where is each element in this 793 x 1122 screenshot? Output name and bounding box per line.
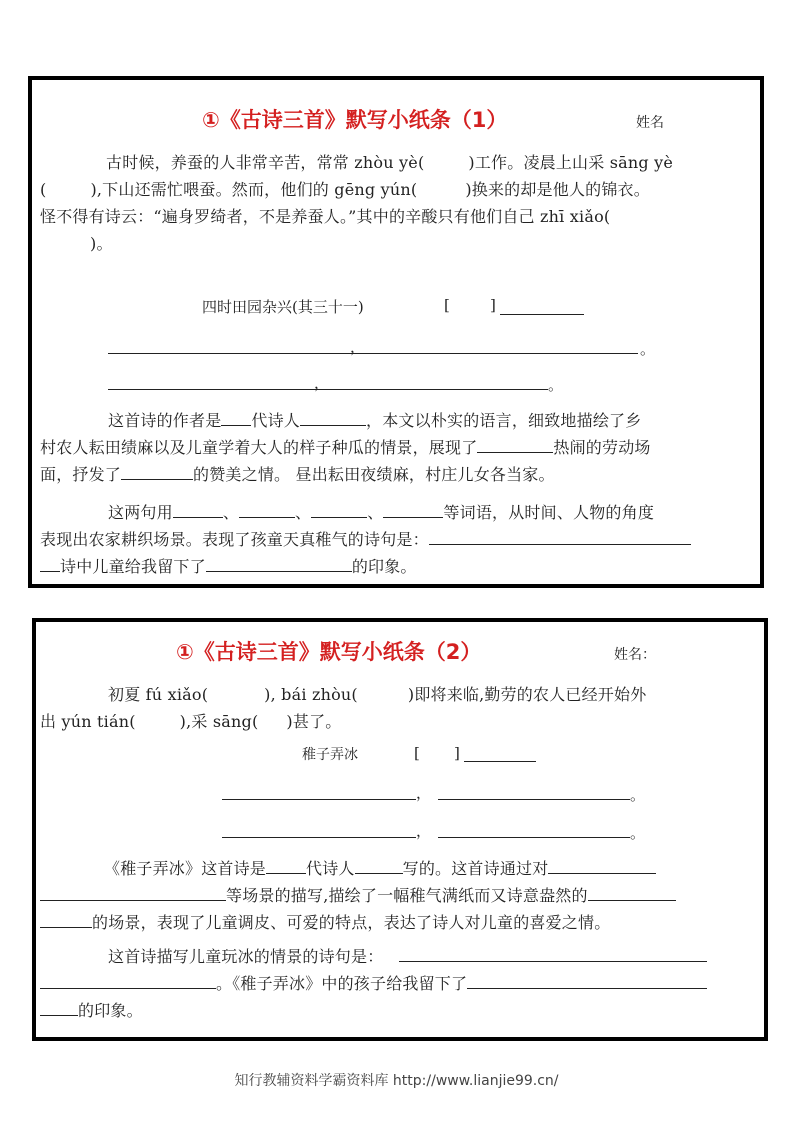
bracket-close: ]: [490, 296, 496, 314]
poem-title: 稚子弄冰: [302, 747, 358, 763]
intro-text: )即将来临,勤劳的农人已经开始外: [407, 685, 647, 704]
question-text: 诗中儿童给我留下了: [60, 557, 206, 576]
question-1-line-1: [104, 856, 656, 882]
question-text: 等场景的描写,描绘了一幅稚气满纸而又诗意盎然的: [226, 886, 588, 905]
intro-text: )换来的却是他人的锦衣。: [465, 180, 650, 199]
answer-blank[interactable]: [266, 857, 306, 874]
answer-blank[interactable]: [221, 409, 251, 426]
intro-line-2: [40, 709, 341, 735]
question-text: 代诗人: [306, 859, 355, 878]
intro-text: 出 yún tián(: [40, 712, 136, 731]
dictation-card-1: [28, 76, 764, 588]
author-blank[interactable]: [500, 314, 584, 315]
question-text: 这首诗描写儿童玩冰的情景的诗句是：: [108, 947, 384, 966]
question-text: 。《稚子弄冰》中的孩子给我留下了: [216, 974, 468, 993]
separator: 、: [367, 503, 384, 522]
question-text: 等词语，从时间、人物的角度: [443, 503, 655, 522]
period: 。: [630, 824, 646, 842]
question-text: 表现出农家耕织场景。表现了孩童天真稚气的诗句是：: [40, 530, 429, 549]
question-1-line-2: [40, 883, 676, 909]
intro-line-1: [106, 150, 673, 176]
intro-line-4: )。: [90, 234, 113, 253]
answer-blank[interactable]: [206, 555, 352, 572]
intro-text: ), bái zhòu(: [264, 685, 358, 704]
answer-blank[interactable]: [588, 884, 676, 901]
answer-blank[interactable]: [239, 501, 295, 518]
author-blank[interactable]: [464, 761, 536, 762]
intro-text: (: [40, 180, 47, 199]
answer-blank[interactable]: [467, 972, 707, 989]
comma: ，: [416, 822, 432, 840]
separator: 、: [222, 503, 240, 522]
poem-line-1-blank[interactable]: [108, 353, 638, 354]
question-text: 的场景，表现了儿童调皮、可爱的特点，表达了诗人对儿童的喜爱之情。: [92, 913, 611, 932]
intro-line-1: [108, 682, 646, 708]
answer-blank[interactable]: [311, 501, 367, 518]
name-label: 姓名：: [614, 647, 656, 663]
answer-blank[interactable]: [355, 857, 403, 874]
question-text: 村农人耘田绩麻以及儿童学着大人的样子种瓜的情景，展现了: [40, 438, 478, 457]
question-text: 《稚子弄冰》这首诗是: [104, 859, 267, 878]
question-2-line-2: [40, 971, 707, 997]
question-text: 面，抒发了: [40, 465, 122, 484]
answer-blank[interactable]: [399, 945, 707, 962]
question-text: 的赞美之情。 昼出耘田夜绩麻，村庄儿女各当家。: [193, 465, 555, 484]
comma: ，: [350, 338, 366, 356]
question-text: 这两句用: [108, 503, 173, 522]
answer-blank[interactable]: [40, 884, 226, 901]
answer-blank[interactable]: [40, 911, 92, 928]
intro-text: )工作。凌晨上山采 sāng yè: [468, 153, 674, 172]
comma: ，: [314, 374, 330, 392]
question-text: 的印象。: [78, 1001, 143, 1020]
answer-blank[interactable]: [40, 555, 60, 572]
poem-line-2b-blank[interactable]: [438, 837, 630, 838]
intro-text: 初夏 fú xiǎo(: [108, 685, 209, 704]
answer-blank[interactable]: [40, 972, 216, 989]
intro-line-2: [40, 177, 650, 203]
poem-line-1a-blank[interactable]: [222, 799, 416, 800]
question-2-line-3: [40, 998, 143, 1024]
bracket-close: ]: [454, 744, 460, 762]
footer-watermark: 知行教辅资料学霸资料库 http://www.lianjie99.cn/: [234, 1073, 559, 1089]
answer-blank[interactable]: [300, 409, 366, 426]
answer-blank[interactable]: [40, 999, 78, 1016]
poem-line-2a-blank[interactable]: [222, 837, 416, 838]
card-title: ①《古诗三首》默写小纸条（1）: [202, 108, 508, 132]
question-2-line-2: [40, 527, 691, 553]
answer-blank[interactable]: [477, 436, 553, 453]
question-1-line-3: [40, 462, 555, 488]
question-1-line-3: [40, 910, 610, 936]
question-text: 的印象。: [351, 557, 417, 576]
period: 。: [548, 376, 564, 394]
intro-text: ),采 sāng(: [179, 712, 259, 731]
poem-title: 四时田园杂兴(其三十一): [202, 298, 364, 316]
question-text: 代诗人: [251, 411, 301, 430]
question-text: 这首诗的作者是: [108, 411, 222, 430]
dictation-card-2: [32, 618, 768, 1041]
answer-blank[interactable]: [548, 857, 656, 874]
answer-blank[interactable]: [121, 463, 193, 480]
card-title: ①《古诗三首》默写小纸条（2）: [176, 640, 482, 664]
question-text: 写的。这首诗通过对: [402, 859, 549, 878]
bracket-open: [: [444, 296, 450, 314]
question-text: 热闹的劳动场: [553, 438, 651, 457]
question-2-line-3: [40, 554, 417, 580]
question-2-line-1: [108, 500, 654, 526]
question-text: ，本文以朴实的语言，细致地描绘了乡: [366, 411, 642, 430]
answer-blank[interactable]: [429, 528, 691, 545]
comma: ，: [416, 784, 432, 802]
bracket-open: [: [414, 744, 420, 762]
answer-blank[interactable]: [173, 501, 223, 518]
answer-blank[interactable]: [383, 501, 443, 518]
intro-line-3: 怪不得有诗云：“遍身罗绮者，不是养蚕人。”其中的辛酸只有他们自己 zhī xiǎo(: [40, 207, 611, 226]
question-1-line-1: [108, 408, 641, 434]
separator: 、: [295, 503, 312, 522]
period: 。: [640, 340, 656, 358]
question-1-line-2: [40, 435, 651, 461]
name-label: 姓名: [636, 115, 664, 131]
intro-text: 古时候，养蚕的人非常辛苦，常常 zhòu yè(: [106, 153, 425, 172]
period: 。: [630, 786, 646, 804]
question-2-line-1: [108, 944, 707, 970]
poem-line-1b-blank[interactable]: [438, 799, 630, 800]
intro-text: )甚了。: [286, 712, 342, 731]
intro-text: ),下山还需忙喂蚕。然而，他们的 gēng yún(: [90, 180, 418, 199]
